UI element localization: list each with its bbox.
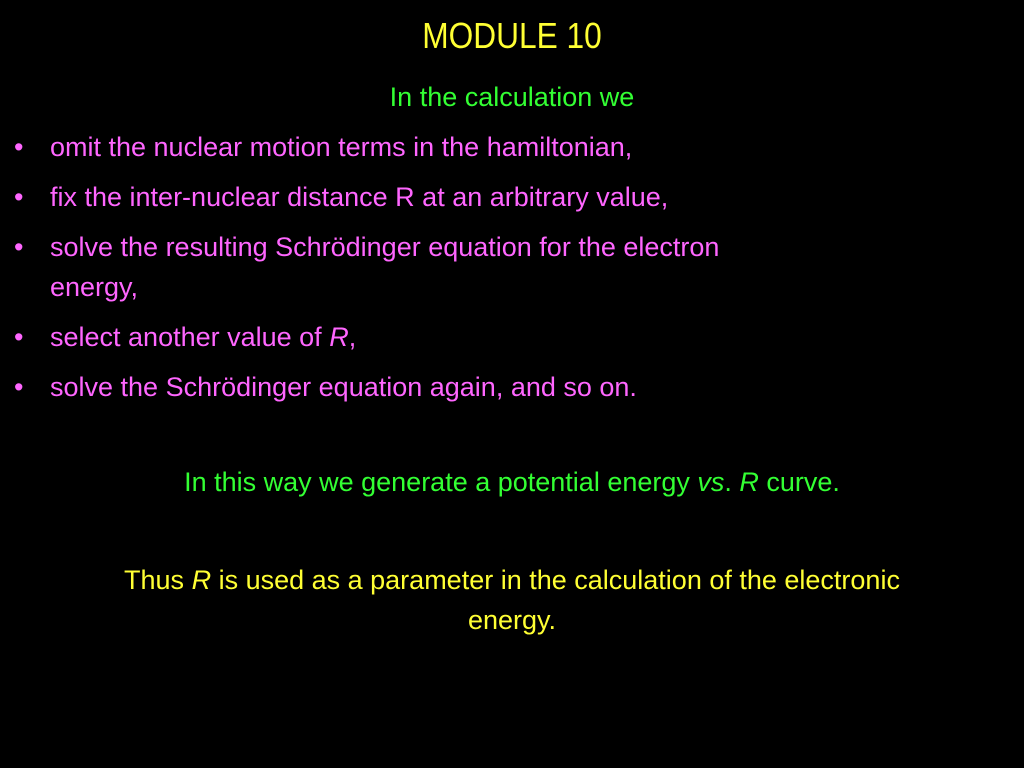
statement-text: In this way we generate a potential energy <box>184 467 698 497</box>
conclusion-line2: energy. <box>467 605 557 635</box>
conclusion-text <box>0 560 1024 640</box>
bullet-item-omit-terms <box>0 127 1024 167</box>
bullet-text-line2: energy, <box>50 272 139 302</box>
bullet-text-line1: solve the resulting Schrödinger equation for the electron <box>50 232 720 262</box>
bullet-text: solve the Schrödinger equation again, and so on. <box>50 372 637 402</box>
bullet-text-end: , <box>348 322 357 352</box>
bullet-dot-icon: • <box>14 322 24 352</box>
conclusion-text-rest: is used as a parameter in the calculation of the electronic <box>211 565 900 595</box>
bullet-dot-icon: • <box>14 232 24 262</box>
conclusion-text-start: Thus <box>124 565 192 595</box>
italic-vs: vs <box>697 467 725 497</box>
statement-separator: . <box>724 467 740 497</box>
bullet-text: select another value of <box>50 322 330 352</box>
bullet-text: omit the nuclear motion terms in the hamiltonian, <box>50 132 633 162</box>
bullet-text: fix the inter-nuclear distance R at an arbitrary value, <box>50 182 669 212</box>
bullet-item-select-value <box>0 317 1024 357</box>
intro-text: In the calculation we <box>389 82 635 112</box>
bullet-dot-icon: • <box>14 132 24 162</box>
bullet-item-solve-equation <box>0 227 1024 307</box>
conclusion-line1 <box>0 560 1024 600</box>
potential-energy-statement <box>0 462 1024 502</box>
bullet-item-solve-again <box>0 367 1024 407</box>
italic-symbol-r: R <box>739 467 759 497</box>
bullet-dot-icon: • <box>14 182 24 212</box>
bullet-list <box>0 127 1024 417</box>
italic-symbol-r: R <box>329 322 349 352</box>
slide-title: MODULE 10 <box>422 15 602 56</box>
italic-symbol-r: R <box>191 565 212 595</box>
bullet-item-fix-distance <box>0 177 1024 217</box>
statement-text-end: curve. <box>758 467 840 497</box>
bullet-dot-icon: • <box>14 372 24 402</box>
